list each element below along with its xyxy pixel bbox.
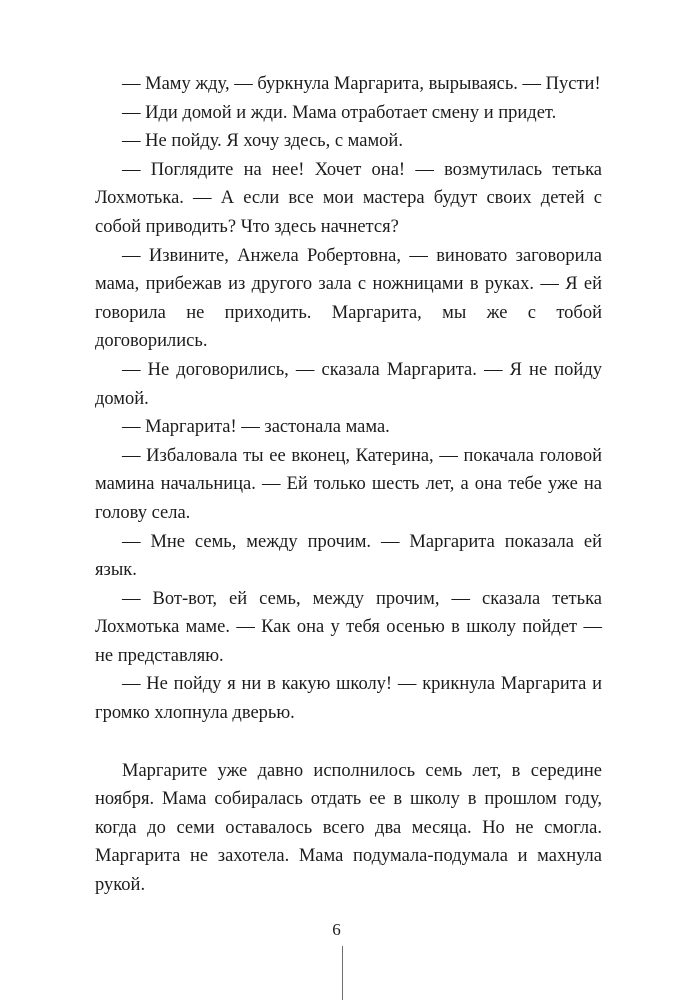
paragraph: — Иди домой и жди. Мама отработает смену и придет. <box>122 102 557 123</box>
paragraph: — Маргарита! — застонала мама. <box>122 417 390 438</box>
body-text <box>95 70 602 900</box>
decorative-vertical-rule <box>342 946 343 1000</box>
paragraph: — Маму жду, — буркнула Маргарита, вырываясь. — Пусти! <box>122 74 601 94</box>
paragraph: — Извините, Анжела Робертовна, — виновато заговорила мама, прибежав из другого зала с ножницами в руках. — Я ей говорила не приходить. Маргарита, мы же с тобой договорились. <box>95 245 602 352</box>
paragraph: — Поглядите на нее! Хочет она! — возмутилась тетька Лохмотька. — А если все мои мастера будут своих детей с собой приводить? Что здесь начнется? <box>95 159 602 237</box>
paragraph: — Не договорились, — сказала Маргарита. — Я не пойду домой. <box>95 359 602 409</box>
paragraph: — Не пойду я ни в какую школу! — крикнула Маргарита и громко хлопнула дверью. <box>95 674 602 724</box>
paragraph: — Мне семь, между прочим. — Маргарита показала ей язык. <box>95 531 602 581</box>
paragraph: — Не пойду. Я хочу здесь, с мамой. <box>122 131 403 152</box>
paragraph-section-start: Маргарите уже давно исполнилось семь лет, в середине ноября. Мама собиралась отдать ее в школу в прошлом году, когда до семи оставалось всего два месяца. Но не смогла. Маргарита не захотела. Мама подумала-подумала и махнула рукой. <box>95 760 602 896</box>
page-number: 6 <box>332 920 341 939</box>
paragraph: — Избаловала ты ее вконец, Катерина, — покачала головой мамина начальница. — Ей только шесть лет, а она тебе уже на голову села. <box>95 445 602 523</box>
paragraph: — Вот-вот, ей семь, между прочим, — сказала тетька Лохмотька маме. — Как она у тебя осенью в школу пойдет — не представляю. <box>95 588 602 666</box>
